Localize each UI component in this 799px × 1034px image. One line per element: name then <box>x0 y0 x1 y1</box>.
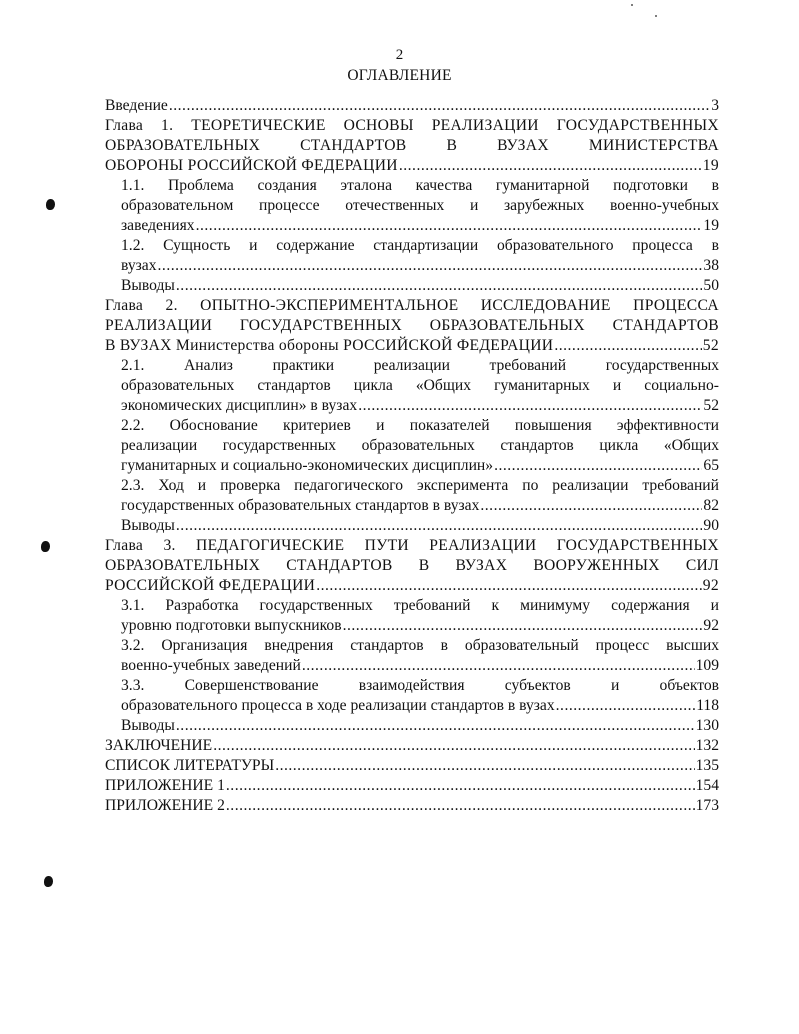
toc-line <box>121 696 719 716</box>
toc-line <box>105 336 719 356</box>
page-number: 2 <box>395 47 404 63</box>
dot-leader <box>226 796 695 816</box>
dot-leader <box>176 276 703 296</box>
dot-leader <box>176 716 695 736</box>
dot-leader <box>226 776 695 796</box>
toc-entry-title: военно-учебных заведений <box>121 657 301 674</box>
toc-page-number: 118 <box>696 697 719 714</box>
toc-line: 3.1. Разработка государственных требований к минимуму содержания и <box>121 597 719 614</box>
toc-entry-title: Выводы <box>121 717 175 734</box>
toc-page-number: 52 <box>702 337 719 354</box>
toc-entry-conclusions-3[interactable] <box>105 716 719 736</box>
toc-line <box>105 756 719 776</box>
toc-page-number: 92 <box>702 577 719 594</box>
toc-line: 1.1. Проблема создания эталона качества гуманитарной подготовки в <box>121 177 719 194</box>
toc-entry-title: гуманитарных и социально-экономических дисциплин» <box>121 457 494 474</box>
toc-entry-title: уровню подготовки выпускников <box>121 617 342 634</box>
dot-leader <box>169 96 710 116</box>
toc-line: ОБРАЗОВАТЕЛЬНЫХ СТАНДАРТОВ В ВУЗАХ ВООРУЖЕННЫХ СИЛ <box>105 557 719 574</box>
dot-leader <box>494 456 702 476</box>
toc-entry-section-2-2[interactable] <box>105 416 719 476</box>
dot-leader <box>158 256 703 276</box>
toc-entry-section-3-2[interactable] <box>105 636 719 676</box>
toc-entry-appendix-2[interactable] <box>105 796 719 816</box>
dot-leader <box>556 696 696 716</box>
dot-leader <box>196 216 703 236</box>
toc-page-number: 19 <box>702 157 719 174</box>
toc-entry-chapter-3[interactable] <box>105 536 719 596</box>
toc-line <box>121 496 719 516</box>
toc-line <box>105 776 719 796</box>
toc-entry-conclusion[interactable] <box>105 736 719 756</box>
toc-entry-chapter-2[interactable] <box>105 296 719 356</box>
toc-line: 3.2. Организация внедрения стандартов в образовательный процесс высших <box>121 637 719 654</box>
toc-entry-appendix-1[interactable] <box>105 776 719 796</box>
toc-entry-title: вузах <box>121 257 157 274</box>
toc-entry-title: Выводы <box>121 277 175 294</box>
toc-page-number: 65 <box>703 457 719 474</box>
toc-page-number: 132 <box>695 737 719 754</box>
toc-line: Глава 1. ТЕОРЕТИЧЕСКИЕ ОСНОВЫ РЕАЛИЗАЦИИ ГОСУДАРСТВЕННЫХ <box>105 117 719 134</box>
toc-line: Глава 2. ОПЫТНО-ЭКСПЕРИМЕНТАЛЬНОЕ ИССЛЕДОВАНИЕ ПРОЦЕССА <box>105 297 719 314</box>
toc-line <box>105 576 719 596</box>
toc-page-number: 52 <box>703 397 719 414</box>
toc-page-number: 135 <box>695 757 719 774</box>
toc-line <box>105 156 719 176</box>
toc-line: 2.3. Ход и проверка педагогического эксперимента по реализации требований <box>121 477 719 494</box>
toc-line <box>121 256 719 276</box>
toc-page-number: 154 <box>695 777 719 794</box>
toc-entry-title: Введение <box>105 97 168 114</box>
toc-line <box>121 656 719 676</box>
table-of-contents <box>105 96 719 816</box>
toc-line: ОБРАЗОВАТЕЛЬНЫХ СТАНДАРТОВ В ВУЗАХ МИНИСТЕРСТВА <box>105 137 719 154</box>
toc-page-number: 90 <box>703 517 719 534</box>
toc-entry-title: экономических дисциплин» в вузах <box>121 397 358 414</box>
toc-entry-chapter-1[interactable] <box>105 116 719 176</box>
toc-entry-section-2-1[interactable] <box>105 356 719 416</box>
toc-line <box>105 796 719 816</box>
toc-entry-title: РОССИЙСКОЙ ФЕДЕРАЦИИ <box>105 577 316 594</box>
toc-line: 2.2. Обоснование критериев и показателей повышения эффективности <box>121 417 719 434</box>
toc-title: ОГЛАВЛЕНИЕ <box>347 67 452 84</box>
dot-leader <box>343 616 703 636</box>
toc-entry-section-3-1[interactable] <box>105 596 719 636</box>
toc-page-number: 130 <box>695 717 719 734</box>
toc-line <box>121 456 719 476</box>
toc-line <box>105 736 719 756</box>
toc-entry-references[interactable] <box>105 756 719 776</box>
binder-hole-mark <box>44 876 53 887</box>
toc-entry-section-1-2[interactable] <box>105 236 719 276</box>
toc-entry-title: заведениях <box>121 217 195 234</box>
toc-entry-section-3-3[interactable] <box>105 676 719 716</box>
toc-line: 1.2. Сущность и содержание стандартизации образовательного процесса в <box>121 237 719 254</box>
toc-line: РЕАЛИЗАЦИИ ГОСУДАРСТВЕННЫХ ОБРАЗОВАТЕЛЬНЫХ СТАНДАРТОВ <box>105 317 719 334</box>
toc-line: 2.1. Анализ практики реализации требований государственных <box>121 357 719 374</box>
toc-line: Глава 3. ПЕДАГОГИЧЕСКИЕ ПУТИ РЕАЛИЗАЦИИ ГОСУДАРСТВЕННЫХ <box>105 537 719 554</box>
toc-entry-title: ЗАКЛЮЧЕНИЕ <box>105 737 213 754</box>
toc-entry-conclusions-2[interactable] <box>105 516 719 536</box>
dot-leader <box>302 656 695 676</box>
toc-entry-title: ОБОРОНЫ РОССИЙСКОЙ ФЕДЕРАЦИИ <box>105 157 398 174</box>
toc-page-number: 173 <box>695 797 719 814</box>
toc-page-number: 92 <box>703 617 719 634</box>
toc-entry-section-2-3[interactable] <box>105 476 719 516</box>
toc-line: образовательном процессе отечественных и зарубежных военно-учебных <box>121 197 719 214</box>
toc-line <box>121 396 719 416</box>
dot-leader <box>316 576 702 596</box>
toc-line <box>121 716 719 736</box>
toc-entry-title: ПРИЛОЖЕНИЕ 1 <box>105 777 225 794</box>
toc-entry-title: ПРИЛОЖЕНИЕ 2 <box>105 797 225 814</box>
dot-leader <box>399 156 702 176</box>
toc-page-number: 3 <box>711 97 719 114</box>
binder-hole-mark <box>41 541 50 552</box>
toc-line <box>121 216 719 236</box>
toc-entry-title: СПИСОК ЛИТЕРАТУРЫ <box>105 757 275 774</box>
toc-entry-introduction[interactable] <box>105 96 719 116</box>
toc-entry-title: В ВУЗАХ Министерства обороны РОССИЙСКОЙ ФЕДЕРАЦИИ <box>105 337 554 354</box>
dot-leader <box>275 756 694 776</box>
toc-entry-title: образовательного процесса в ходе реализации стандартов в вузах <box>121 697 555 714</box>
toc-entry-section-1-1[interactable] <box>105 176 719 236</box>
dot-leader <box>554 336 701 356</box>
dot-leader <box>213 736 694 756</box>
dot-leader <box>480 496 702 516</box>
toc-entry-title: Выводы <box>121 517 175 534</box>
toc-line <box>121 516 719 536</box>
toc-page-number: 50 <box>703 277 719 294</box>
toc-entry-conclusions-1[interactable] <box>105 276 719 296</box>
toc-line <box>121 616 719 636</box>
toc-line <box>105 96 719 116</box>
scan-speck <box>655 15 657 17</box>
dot-leader <box>176 516 703 536</box>
toc-entry-title: государственных образовательных стандартов в вузах <box>121 497 480 514</box>
toc-line <box>121 276 719 296</box>
dot-leader <box>358 396 702 416</box>
toc-page-number: 82 <box>703 497 719 514</box>
toc-page-number: 19 <box>703 217 719 234</box>
binder-hole-mark <box>46 199 55 210</box>
scan-speck <box>631 4 633 6</box>
toc-line: 3.3. Совершенствование взаимодействия субъектов и объектов <box>121 677 719 694</box>
toc-page-number: 38 <box>703 257 719 274</box>
toc-line: реализации государственных образовательных стандартов цикла «Общих <box>121 437 719 454</box>
toc-page-number: 109 <box>695 657 719 674</box>
toc-line: образовательных стандартов цикла «Общих гуманитарных и социально- <box>121 377 719 394</box>
